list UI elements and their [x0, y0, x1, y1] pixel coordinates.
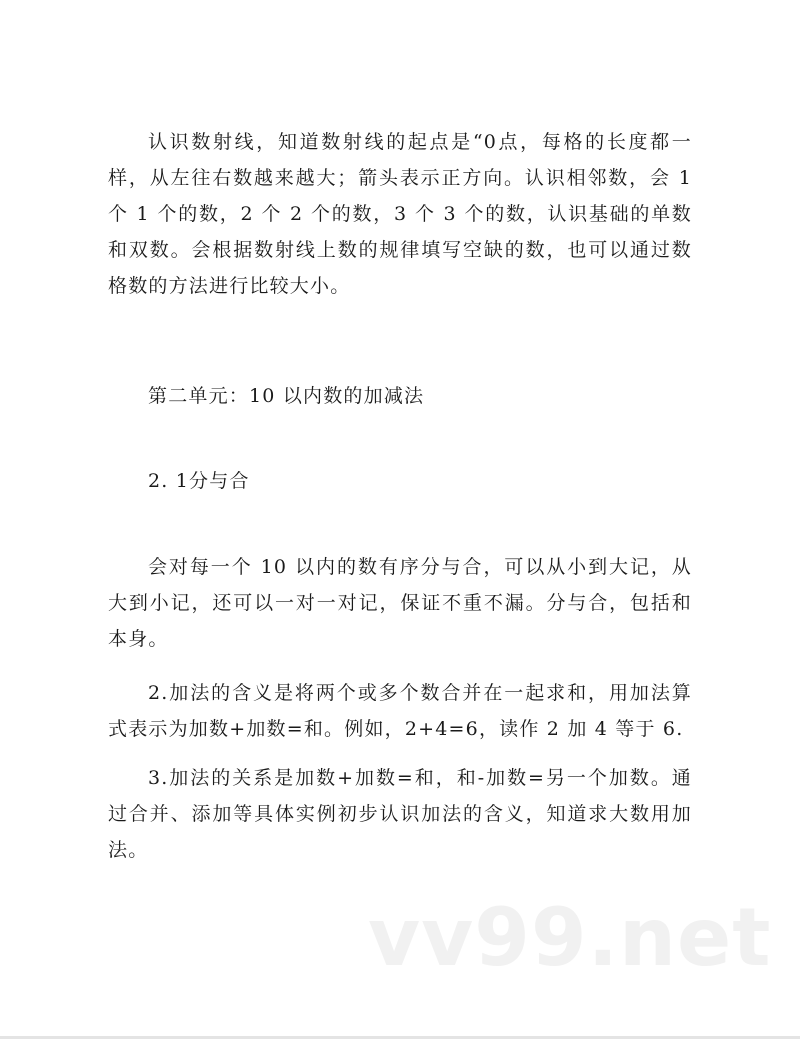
heading-unit-two: 第二单元：10 以内数的加减法 — [148, 385, 425, 407]
paragraph-split-combine: 会对每一个 10 以内的数有序分与合，可以从小到大记，从大到小记，还可以一对一对记，保证不重不漏。分与合，包括和本身。 — [108, 556, 692, 650]
watermark: vv99.net — [368, 891, 772, 984]
paragraph-addition-relation: 3.加法的关系是加数+加数=和，和-加数=另一个加数。通过合并、添加等具体实例初步认识加法的含义，知道求大数用加法。 — [108, 767, 692, 861]
paragraph-number-line: 认识数射线，知道数射线的起点是“0点，每格的长度都一样，从左往右数越来越大；箭头表示正方向。认识相邻数，会 1 个 1 个的数，2 个 2 个的数，3 个 3 个的数，认识基础的单数和双数。会根据数射线上数的规律填写空缺的数，也可以通过数格数的方法进行比较大小。 — [108, 131, 692, 297]
paragraph-addition-meaning: 2.加法的含义是将两个或多个数合并在一起求和，用加法算式表示为加数+加数=和。例如，2+4=6，读作 2 加 4 等于 6. — [108, 682, 692, 740]
heading-section-2-1: 2. 1分与合 — [148, 470, 250, 492]
